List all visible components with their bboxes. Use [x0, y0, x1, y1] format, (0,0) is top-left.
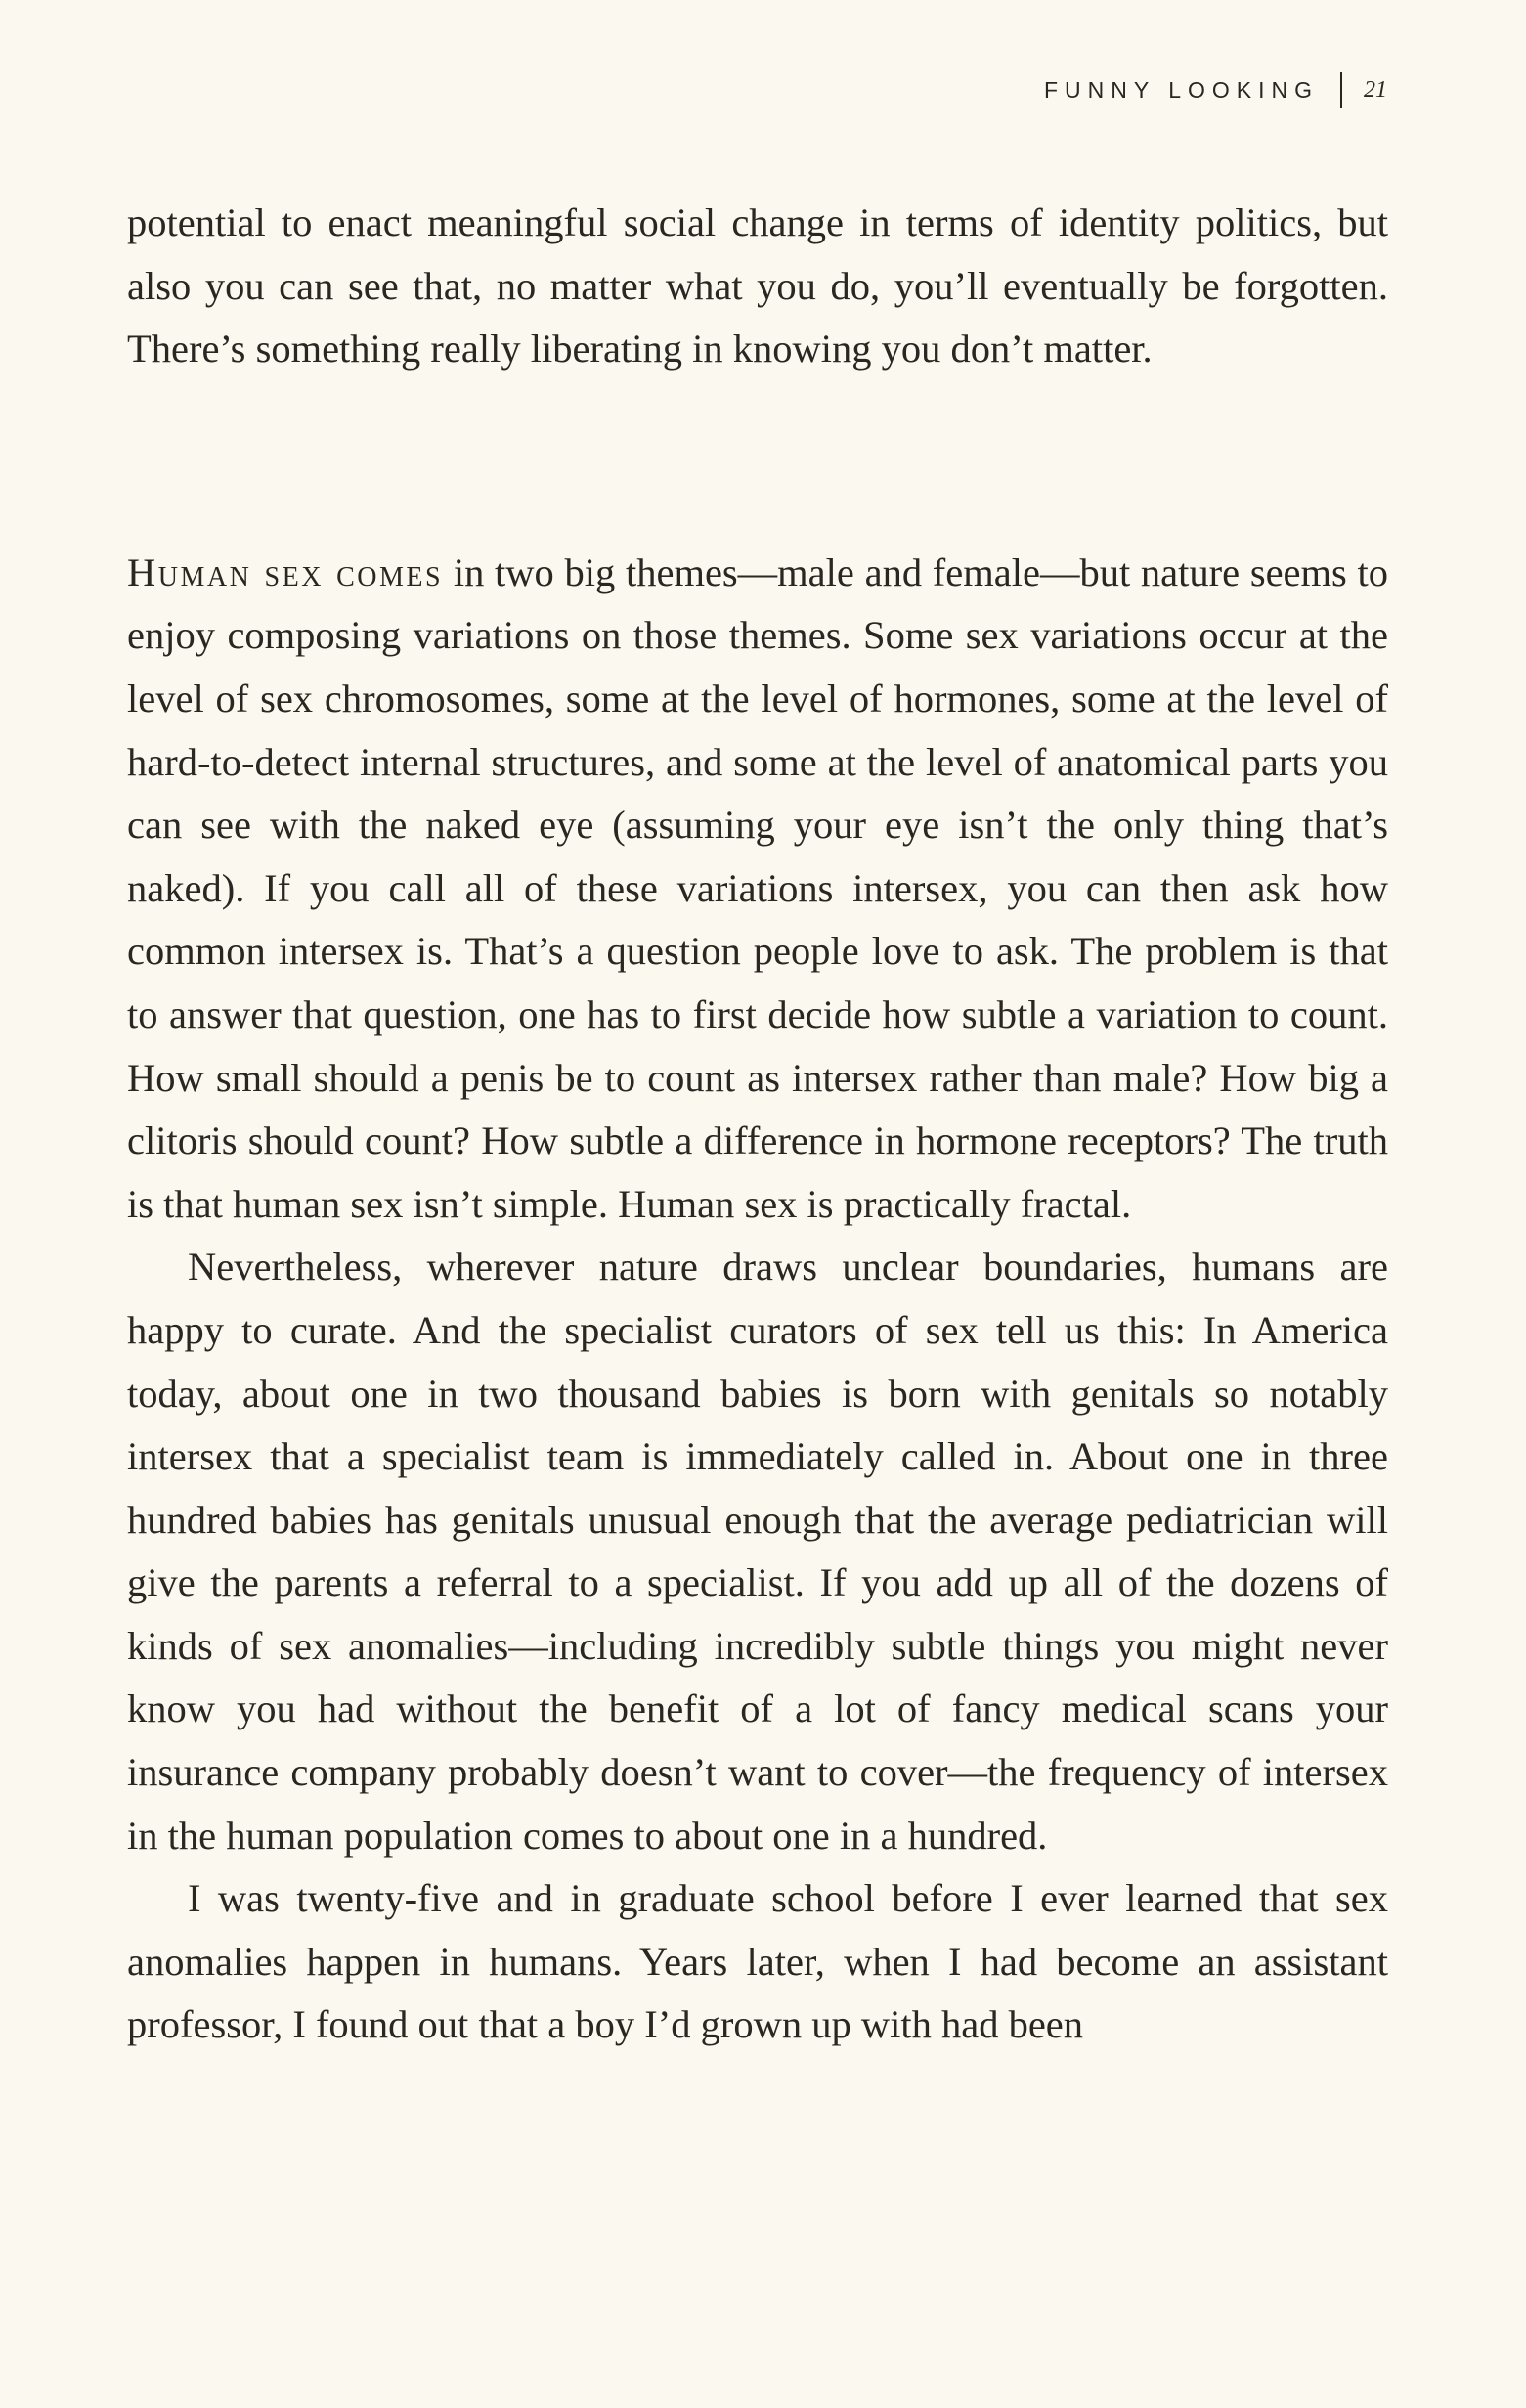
- page-number: 21: [1364, 76, 1387, 103]
- running-title: FUNNY LOOKING: [1044, 76, 1319, 103]
- paragraph-2-text: in two big themes—male and female—but nature seems to enjoy composing variations on those themes. Some sex variations occur at the level of sex chromosomes, some at the level of hormones, some at the level of hard-to-detect internal structures, and some at the level of anatomical parts you can see with the naked eye (assuming your eye isn’t the only thing that’s naked). If you call all of these variations intersex, you can then ask how common intersex is. That’s a question people love to ask. The problem is that to answer that question, one has to first decide how subtle a variation to count. How small should a penis be to count as intersex rather than male? How big a clitoris should count? How subtle a difference in hormone receptors? The truth is that human sex isn’t simple. Human sex is practically fractal.: [127, 549, 1389, 1226]
- body-text: [127, 192, 1388, 2057]
- section-lead-in: Human sex comes: [127, 549, 444, 594]
- paragraph-4: I was twenty-five and in graduate school before I ever learned that sex anomalies happen in humans. Years later, when I had become an assistant professor, I found out that a boy I’d grown up with had been: [127, 1876, 1388, 2047]
- paragraph-2: [127, 542, 1388, 1237]
- header-divider: [1340, 72, 1342, 108]
- paragraph-1: potential to enact meaningful social change in terms of identity politics, but also you can see that, no matter what you do, you’ll eventually be forgotten. There’s something really liberating in knowing you don’t matter.: [127, 200, 1388, 372]
- running-head: [1044, 72, 1387, 108]
- paragraph-3: Nevertheless, wherever nature draws unclear boundaries, humans are happy to curate. And the specialist curators of sex tell us this: In America today, about one in two thousand babies is born with genitals so notably intersex that a specialist team is immediately called in. About one in three hundred babies has genitals unusual enough that the average pediatrician will give the parents a referral to a specialist. If you add up all of the dozens of kinds of sex anomalies—including incredibly subtle things you might never know you had without the benefit of a lot of fancy medical scans your insurance company probably doesn’t want to cover—the frequency of intersex in the human population comes to about one in a hundred.: [127, 1245, 1388, 1858]
